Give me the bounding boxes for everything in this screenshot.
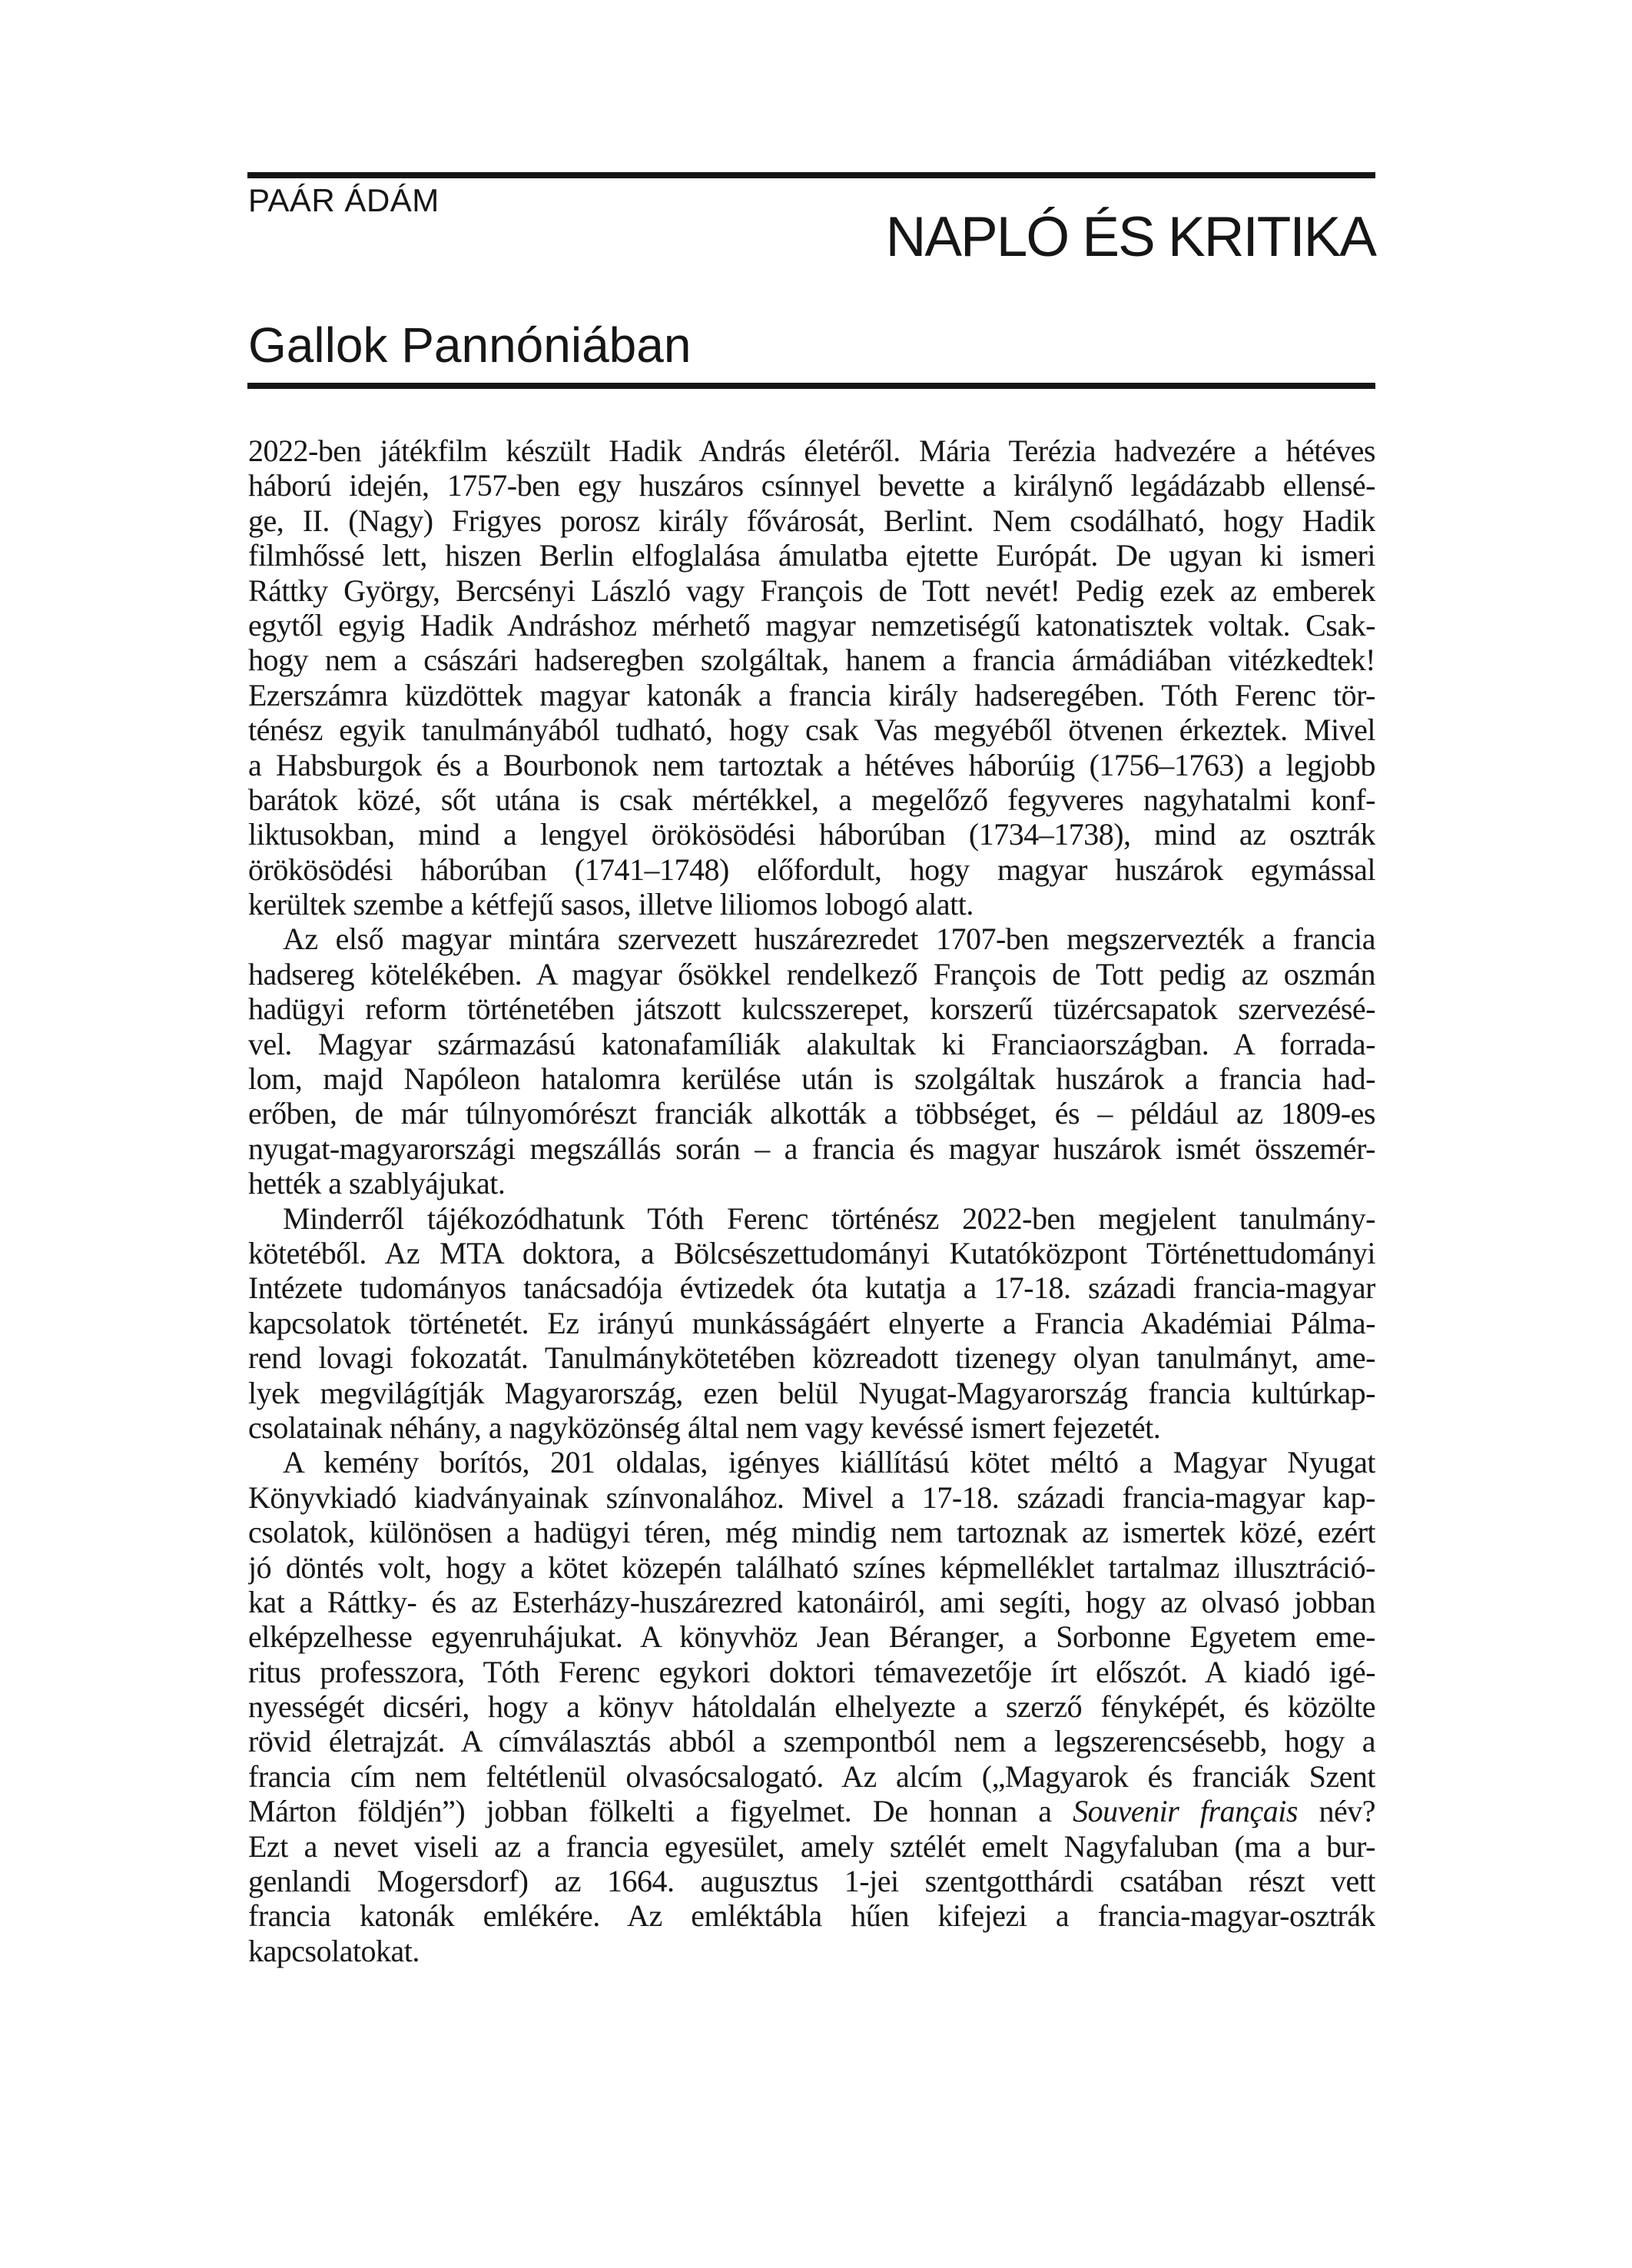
body-line: rövid életrajzát. A címválasztás abból a szempontból nem a legszerencsésebb, hogy a [248, 1724, 1375, 1759]
body-line: egytől egyig Hadik Andráshoz mérhető magyar nemzetiségű katonatisztek voltak. Csak- [248, 607, 1375, 643]
body-line: Intézete tudományos tanácsadója évtizedek óta kutatja a 17-18. századi francia-magyar [248, 1270, 1375, 1306]
body-line: lyek megvilágítják Magyarország, ezen belül Nyugat-Magyarország francia kultúrkap- [248, 1375, 1375, 1410]
body-line: liktusokban, mind a lengyel örökösödési háborúban (1734–1738), mind az osztrák [248, 817, 1375, 852]
body-line: Márton földjén”) jobban fölkelti a figyelmet. De honnan a Souvenir français név? [248, 1794, 1375, 1829]
body-line: genlandi Mogersdorf) az 1664. augusztus 1-jei szentgotthárdi csatában részt vett [248, 1864, 1375, 1899]
body-line: filmhőssé lett, hiszen Berlin elfoglalása ámulatba ejtette Európát. De ugyan ki ismeri [248, 538, 1375, 573]
body-line: Könyvkiadó kiadványainak színvonalához. Mivel a 17-18. századi francia-magyar kap- [248, 1479, 1375, 1515]
body-line: háború idején, 1757-ben egy huszáros csínnyel bevette a királynő legádázabb ellensé- [248, 468, 1375, 503]
body-line: vel. Magyar származású katonafamíliák alakultak ki Franciaországban. A forrada- [248, 1026, 1375, 1061]
body-line: kerültek szembe a kétfejű sasos, illetve liliomos lobogó alatt. [248, 887, 974, 922]
article-title: Gallok Pannóniában [248, 317, 692, 373]
title-rule [247, 383, 1375, 389]
body-line: csolatainak néhány, a nagyközönség által nem vagy kevéssé ismert fejezetét. [248, 1410, 1161, 1445]
body-line: kat a Ráttky- és az Esterházy-huszárezred katonáiról, ami segíti, hogy az olvasó jobban [248, 1584, 1375, 1619]
article-body [248, 433, 1375, 1968]
body-line: nyességét dicséri, hogy a könyv hátoldalán elhelyezte a szerző fényképét, és közölte [248, 1689, 1375, 1725]
body-line: kapcsolatokat. [248, 1933, 420, 1968]
body-line: lom, majd Napóleon hatalomra kerülése után is szolgáltak huszárok a francia had- [248, 1061, 1375, 1097]
body-line: hadsereg kötelékében. A magyar ősökkel rendelkező François de Tott pedig az oszmán [248, 956, 1375, 991]
paragraph [248, 433, 1375, 921]
body-line: hették a szablyájukat. [248, 1166, 506, 1201]
body-line: kapcsolatok történetét. Ez irányú munkásságáért elnyerte a Francia Akadémiai Pálma- [248, 1305, 1375, 1340]
body-line: Minderről tájékozódhatunk Tóth Ferenc történész 2022-ben megjelent tanulmány- [283, 1200, 1375, 1236]
body-line: örökösödési háborúban (1741–1748) előfordult, hogy magyar huszárok egymással [248, 852, 1375, 887]
body-line: francia cím nem feltétlenül olvasócsalogató. Az alcím („Magyarok és franciák Szent [248, 1758, 1375, 1794]
paragraph [248, 921, 1375, 1200]
body-line: rend lovagi fokozatát. Tanulmánykötetében közreadott tizenegy olyan tanulmányt, ame- [248, 1340, 1375, 1376]
author-name: PAÁR ÁDÁM [248, 182, 440, 218]
body-line: ritus professzora, Tóth Ferenc egykori doktori témavezetője írt előszót. A kiadó igé- [248, 1654, 1375, 1689]
body-line: nyugat-magyarországi megszállás során – a francia és magyar huszárok ismét összemér- [248, 1131, 1375, 1166]
body-line: francia katonák emlékére. Az emléktábla hűen kifejezi a francia-magyar-osztrák [248, 1898, 1375, 1934]
body-line: hogy nem a császári hadseregben szolgáltak, hanem a francia ármádiában vitézkedtek! [248, 643, 1375, 678]
body-line: ge, II. (Nagy) Frigyes porosz király fővárosát, Berlint. Nem csodálható, hogy Hadik [248, 503, 1375, 538]
body-line: Az első magyar mintára szervezett huszárezredet 1707-ben megszervezték a francia [283, 921, 1375, 957]
body-line: ténész egyik tanulmányából tudható, hogy csak Vas megyéből ötvenen érkeztek. Mivel [248, 712, 1375, 748]
body-line: Ráttky György, Bercsényi László vagy François de Tott nevét! Pedig ezek az emberek [248, 573, 1375, 608]
body-line: Ezerszámra küzdöttek magyar katonák a francia király hadseregében. Tóth Ferenc tör- [248, 677, 1375, 712]
body-line: csolatok, különösen a hadügyi téren, még mindig nem tartoznak az ismertek közé, ezért [248, 1515, 1375, 1550]
body-line: elképzelhesse egyenruhájukat. A könyvhöz Jean Béranger, a Sorbonne Egyetem eme- [248, 1619, 1375, 1655]
paragraph [248, 1201, 1375, 1446]
section-heading: NAPLÓ ÉS KRITIKA [885, 206, 1375, 268]
body-line: A kemény borítós, 201 oldalas, igényes kiállítású kötet méltó a Magyar Nyugat [283, 1445, 1375, 1480]
paragraph [248, 1445, 1375, 1968]
header-rule [247, 172, 1375, 178]
body-line: kötetéből. Az MTA doktora, a Bölcsészettudományi Kutatóközpont Történettudományi [248, 1235, 1375, 1270]
body-line: hadügyi reform történetében játszott kulcsszerepet, korszerű tüzércsapatok szervezésé- [248, 991, 1375, 1027]
body-line: 2022-ben játékfilm készült Hadik András életéről. Mária Terézia hadvezére a hétéves [248, 433, 1375, 468]
body-line: a Habsburgok és a Bourbonok nem tartoztak a hétéves háborúig (1756–1763) a legjobb [248, 747, 1375, 782]
body-line: barátok közé, sőt utána is csak mértékkel, a megelőző fegyveres nagyhatalmi konf- [248, 782, 1375, 817]
body-line: erőben, de már túlnyomórészt franciák alkották a többséget, és – például az 1809-es [248, 1096, 1375, 1131]
body-line: jó döntés volt, hogy a kötet közepén található színes képmelléklet tartalmaz illusztráció- [248, 1549, 1375, 1585]
body-line: Ezt a nevet viseli az a francia egyesület, amely sztélét emelt Nagyfaluban (ma a bur- [248, 1828, 1375, 1864]
